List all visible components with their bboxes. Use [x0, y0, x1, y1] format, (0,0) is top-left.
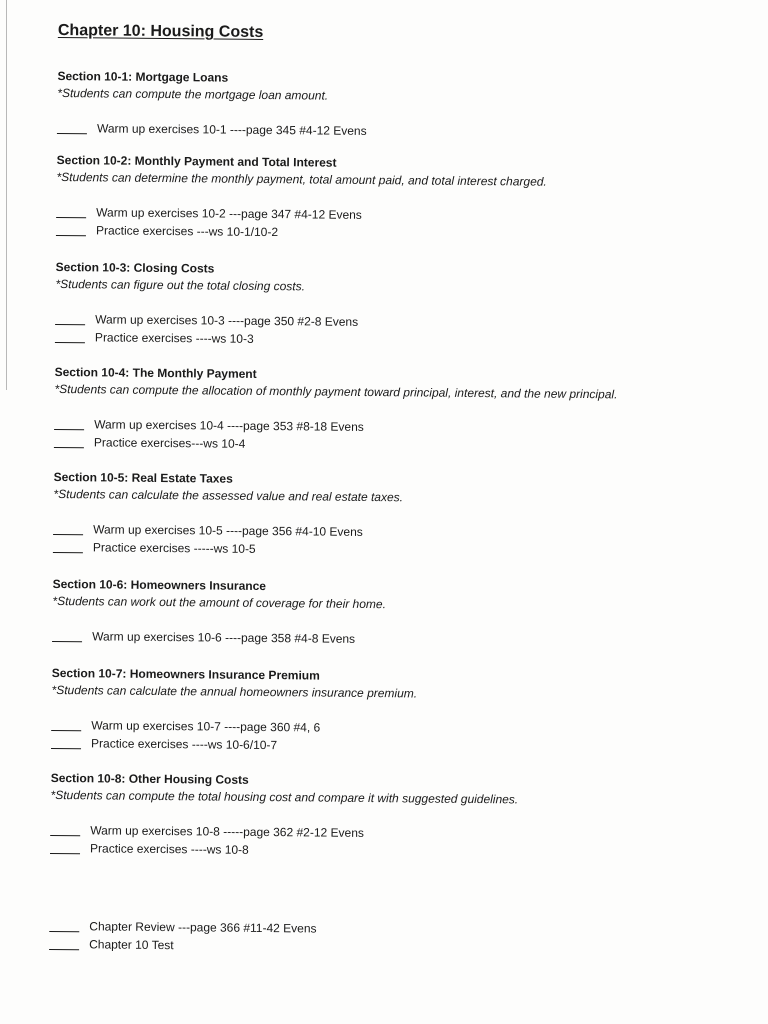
task-list: [56, 203, 619, 244]
task-label: Warm up exercises 10-7 ----page 360 #4, 6: [91, 718, 321, 735]
section-10-6: [52, 576, 616, 650]
section-title: Section 10-7: Homeowners Insurance Premium: [51, 665, 320, 683]
section-10-3: [55, 259, 619, 351]
section-objective: *Students can compute the allocation of monthly payment toward principal, interest, and the new principal.: [54, 381, 618, 402]
section-title: Section 10-8: Other Housing Costs: [50, 770, 249, 787]
check-blank[interactable]: [51, 748, 81, 749]
task-list: [55, 310, 618, 351]
task-label: Practice exercises ---ws 10-1/10-2: [95, 223, 279, 240]
section-objective: *Students can work out the amount of coverage for their home.: [52, 593, 387, 612]
check-blank[interactable]: [57, 133, 87, 134]
check-blank[interactable]: [54, 447, 84, 448]
section-10-1: [57, 68, 621, 142]
task-label: Practice exercises---ws 10-4: [93, 435, 246, 451]
check-blank[interactable]: [53, 552, 83, 553]
chapter-wrap-up: [49, 917, 612, 958]
section-objective: *Students can figure out the total closing costs.: [55, 276, 306, 294]
check-blank[interactable]: [54, 429, 84, 430]
task-list: [57, 119, 620, 142]
section-title: Section 10-1: Mortgage Loans: [57, 68, 229, 85]
check-blank[interactable]: [51, 730, 81, 731]
task-label: Warm up exercises 10-3 ----page 350 #2-8 Evens: [95, 312, 359, 329]
scan-edge-line: [6, 0, 7, 390]
section-title: Section 10-3: Closing Costs: [55, 259, 215, 276]
section-title: Section 10-2: Monthly Payment and Total Interest: [56, 152, 337, 170]
document-body: [49, 22, 621, 958]
section-objective: *Students can calculate the assessed value and real estate taxes.: [53, 486, 404, 505]
task-label: Warm up exercises 10-4 ----page 353 #8-18 Evens: [94, 417, 364, 434]
section-title: Section 10-4: The Monthly Payment: [54, 364, 257, 381]
check-blank[interactable]: [53, 534, 83, 535]
section-title: Section 10-6: Homeowners Insurance: [52, 576, 267, 594]
task-label: Warm up exercises 10-6 ----page 358 #4-8 Evens: [92, 629, 356, 646]
check-blank[interactable]: [50, 835, 80, 836]
check-blank[interactable]: [56, 235, 86, 236]
check-blank[interactable]: [50, 853, 80, 854]
section-10-2: [56, 152, 620, 244]
task-item: [57, 119, 620, 142]
check-blank[interactable]: [49, 949, 79, 950]
check-blank[interactable]: [55, 342, 85, 343]
task-label: Warm up exercises 10-2 ---page 347 #4-12 Evens: [96, 205, 362, 222]
section-10-8: [50, 770, 614, 862]
check-blank[interactable]: [52, 641, 82, 642]
section-10-5: [53, 469, 617, 561]
task-list: [54, 415, 617, 456]
section-10-4: [54, 364, 618, 456]
task-label: Practice exercises ----ws 10-3: [94, 330, 254, 346]
section-title: Section 10-5: Real Estate Taxes: [53, 469, 233, 486]
task-item: [52, 627, 615, 650]
task-list: [53, 520, 616, 561]
check-blank[interactable]: [56, 217, 86, 218]
task-list: [50, 821, 613, 862]
section-objective: *Students can determine the monthly payment, total amount paid, and total interest charged.: [56, 169, 547, 189]
check-blank[interactable]: [55, 324, 85, 325]
task-label: Chapter 10 Test: [89, 937, 174, 953]
section-10-7: [51, 665, 615, 757]
task-label: Practice exercises ----ws 10-6/10-7: [91, 736, 278, 753]
task-label: Chapter Review ---page 366 #11-42 Evens: [89, 919, 317, 936]
task-label: Warm up exercises 10-1 ----page 345 #4-12 Evens: [96, 121, 367, 138]
task-list: [52, 627, 615, 650]
section-objective: *Students can calculate the annual homeowners insurance premium.: [51, 682, 418, 701]
check-blank[interactable]: [49, 931, 79, 932]
section-objective: *Students can compute the mortgage loan amount.: [57, 85, 329, 103]
task-label: Practice exercises -----ws 10-5: [92, 540, 256, 556]
task-label: Practice exercises ----ws 10-8: [90, 841, 249, 857]
task-label: Warm up exercises 10-5 ----page 356 #4-10 Evens: [93, 522, 363, 539]
task-label: Warm up exercises 10-8 -----page 362 #2-12 Evens: [90, 823, 364, 840]
page-title: Chapter 10: Housing Costs: [57, 22, 264, 41]
task-list: [51, 716, 614, 757]
section-objective: *Students can compute the total housing cost and compare it with suggested guidelines.: [50, 787, 519, 807]
